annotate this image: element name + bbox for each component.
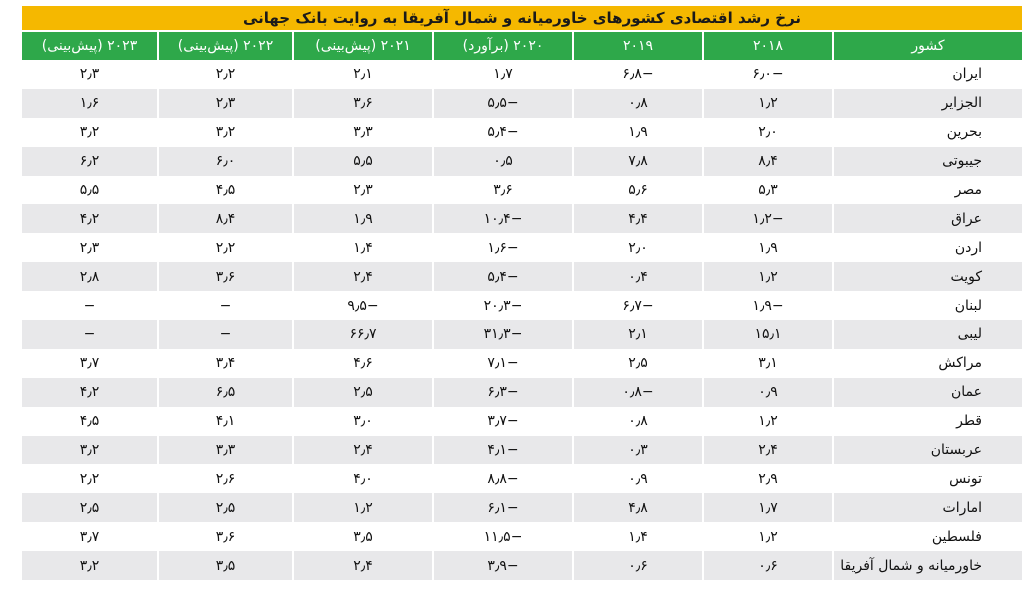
cell-2018: ۱۵٫۱	[702, 320, 832, 349]
header-2023: ۲۰۲۳ (پیش‌بینی)	[22, 32, 157, 60]
cell-2019: −۶٫۷	[572, 291, 702, 320]
cell-2020: −۵٫۴	[432, 118, 572, 147]
cell-2019: ۰٫۶	[572, 551, 702, 580]
table-row	[22, 60, 1022, 89]
header-2022: ۲۰۲۲ (پیش‌بینی)	[157, 32, 292, 60]
cell-2022: ۳٫۵	[157, 551, 292, 580]
cell-2020: ۱٫۷	[432, 60, 572, 89]
cell-2021: ۶۶٫۷	[292, 320, 432, 349]
cell-2018: ۱٫۲	[702, 262, 832, 291]
table-row	[22, 349, 1022, 378]
cell-2022: ۲٫۲	[157, 233, 292, 262]
cell-2019: ۵٫۶	[572, 176, 702, 205]
cell-country: تونس	[832, 464, 1022, 493]
table-container	[22, 6, 1022, 580]
cell-2019: ۷٫۸	[572, 147, 702, 176]
cell-2023: ۲٫۸	[22, 262, 157, 291]
cell-country: مراکش	[832, 349, 1022, 378]
table-header	[22, 32, 1022, 60]
table-row	[22, 407, 1022, 436]
cell-2018: ۲٫۴	[702, 436, 832, 465]
header-2019: ۲۰۱۹	[572, 32, 702, 60]
table-title: نرخ رشد اقتصادی کشورهای خاورمیانه و شمال آفریقا به روایت بانک جهانی	[22, 6, 1022, 30]
cell-2018: ۳٫۱	[702, 349, 832, 378]
table-row	[22, 176, 1022, 205]
cell-2021: ۳٫۶	[292, 89, 432, 118]
cell-2022: ۲٫۳	[157, 89, 292, 118]
cell-2018: ۱٫۹	[702, 233, 832, 262]
cell-2021: ۳٫۳	[292, 118, 432, 147]
cell-2020: −۱۰٫۴	[432, 204, 572, 233]
cell-2023: ۳٫۲	[22, 436, 157, 465]
cell-country: جیبوتی	[832, 147, 1022, 176]
cell-2022: ۲٫۲	[157, 60, 292, 89]
cell-2018: ۰٫۶	[702, 551, 832, 580]
header-2020: ۲۰۲۰ (برآورد)	[432, 32, 572, 60]
cell-country: ایران	[832, 60, 1022, 89]
cell-2021: ۱٫۲	[292, 493, 432, 522]
cell-country: الجزایر	[832, 89, 1022, 118]
cell-2023: ۶٫۲	[22, 147, 157, 176]
cell-2021: ۳٫۵	[292, 522, 432, 551]
cell-2019: ۲٫۵	[572, 349, 702, 378]
cell-2022: ۴٫۱	[157, 407, 292, 436]
cell-2023: ۴٫۵	[79, 413, 100, 430]
header-2018: ۲۰۱۸	[702, 32, 832, 60]
table-row	[22, 436, 1022, 465]
header-2021: ۲۰۲۱ (پیش‌بینی)	[292, 32, 432, 60]
cell-2020: −۸٫۸	[432, 464, 572, 493]
header-country: کشور	[832, 32, 1022, 60]
cell-2022: −	[157, 291, 292, 320]
cell-2019: −۶٫۸	[572, 60, 702, 89]
cell-2018: ۵٫۳	[702, 176, 832, 205]
cell-2023: ۳٫۲	[79, 124, 100, 141]
cell-2021: ۲٫۴	[292, 551, 432, 580]
cell-country: قطر	[832, 407, 1022, 436]
cell-country: لبنان	[832, 291, 1022, 320]
cell-2019: ۰٫۹	[572, 464, 702, 493]
cell-2018: −۱٫۹	[702, 291, 832, 320]
cell-2022: ۳٫۶	[157, 522, 292, 551]
cell-2019: ۰٫۸	[572, 407, 702, 436]
cell-2023: ۳٫۷	[79, 355, 100, 372]
cell-2022: ۴٫۵	[157, 176, 292, 205]
cell-2020: −۴٫۱	[432, 436, 572, 465]
cell-country: اردن	[832, 233, 1022, 262]
cell-2020: −۶٫۳	[432, 378, 572, 407]
cell-2023: ۲٫۳	[79, 239, 100, 256]
cell-2020: ۰٫۵	[432, 147, 572, 176]
cell-2018: ۲٫۹	[702, 464, 832, 493]
cell-2023: −	[83, 297, 96, 314]
cell-2021: ۲٫۱	[292, 60, 432, 89]
cell-country: کویت	[832, 262, 1022, 291]
cell-2018: ۱٫۲	[702, 407, 832, 436]
cell-2022: ۳٫۶	[157, 262, 292, 291]
table-row	[22, 320, 1022, 349]
cell-2020: −۱۱٫۵	[432, 522, 572, 551]
cell-2020: −۳۱٫۳	[432, 320, 572, 349]
cell-2018: ۱٫۷	[702, 493, 832, 522]
table-row	[22, 378, 1022, 407]
cell-2020: −۱٫۶	[432, 233, 572, 262]
cell-2018: ۰٫۹	[702, 378, 832, 407]
cell-2020: −۲۰٫۳	[432, 291, 572, 320]
cell-2018: ۲٫۰	[702, 118, 832, 147]
cell-2022: ۸٫۴	[157, 204, 292, 233]
cell-2019: −۰٫۸	[572, 378, 702, 407]
table-row	[22, 262, 1022, 291]
table-row	[22, 493, 1022, 522]
growth-table	[22, 32, 1022, 580]
table-row	[22, 551, 1022, 580]
cell-country: لیبی	[832, 320, 1022, 349]
cell-2019: ۲٫۰	[572, 233, 702, 262]
cell-2019: ۴٫۴	[572, 204, 702, 233]
cell-2018: −۶٫۰	[702, 60, 832, 89]
cell-country: امارات	[832, 493, 1022, 522]
cell-2021: ۲٫۴	[292, 262, 432, 291]
cell-2021: ۳٫۰	[292, 407, 432, 436]
cell-2021: ۲٫۳	[292, 176, 432, 205]
cell-2018: ۱٫۲	[702, 89, 832, 118]
cell-2023: ۴٫۲	[22, 378, 157, 407]
cell-2022: ۲٫۶	[157, 464, 292, 493]
cell-country: فلسطین	[832, 522, 1022, 551]
header-row	[22, 32, 1022, 60]
table-row	[22, 291, 1022, 320]
cell-2023: ۲٫۲	[79, 470, 100, 487]
table-row	[22, 464, 1022, 493]
cell-2018: ۱٫۲	[702, 522, 832, 551]
cell-2019: ۱٫۴	[572, 522, 702, 551]
table-row	[22, 522, 1022, 551]
cell-2022: −	[157, 320, 292, 349]
cell-2022: ۶٫۰	[157, 147, 292, 176]
cell-country: عربستان	[832, 436, 1022, 465]
cell-2019: ۰٫۴	[572, 262, 702, 291]
cell-2023: −	[22, 320, 157, 349]
cell-2018: −۱٫۲	[702, 204, 832, 233]
cell-2021: ۴٫۶	[292, 349, 432, 378]
cell-2022: ۳٫۳	[157, 436, 292, 465]
cell-2020: −۷٫۱	[432, 349, 572, 378]
cell-2019: ۴٫۸	[572, 493, 702, 522]
cell-2021: −۹٫۵	[292, 291, 432, 320]
cell-2019: ۱٫۹	[572, 118, 702, 147]
cell-2020: ۳٫۶	[432, 176, 572, 205]
cell-2023: ۲٫۵	[22, 493, 157, 522]
cell-2021: ۱٫۴	[292, 233, 432, 262]
cell-2021: ۴٫۰	[292, 464, 432, 493]
cell-2019: ۰٫۸	[572, 89, 702, 118]
cell-2021: ۲٫۵	[292, 378, 432, 407]
cell-2022: ۳٫۴	[157, 349, 292, 378]
cell-2022: ۳٫۲	[157, 118, 292, 147]
cell-2021: ۱٫۹	[292, 204, 432, 233]
cell-2019: ۰٫۳	[572, 436, 702, 465]
table-row	[22, 147, 1022, 176]
cell-2020: −۶٫۱	[432, 493, 572, 522]
cell-2020: −۵٫۴	[432, 262, 572, 291]
cell-2021: ۵٫۵	[292, 147, 432, 176]
cell-2022: ۲٫۵	[157, 493, 292, 522]
cell-2022: ۶٫۵	[157, 378, 292, 407]
table-row	[22, 89, 1022, 118]
cell-2021: ۲٫۴	[292, 436, 432, 465]
cell-2018: ۸٫۴	[702, 147, 832, 176]
cell-country: عراق	[832, 204, 1022, 233]
cell-2020: −۳٫۷	[432, 407, 572, 436]
cell-2020: −۳٫۹	[432, 551, 572, 580]
cell-country: مصر	[832, 176, 1022, 205]
cell-2023: ۳٫۲	[22, 551, 157, 580]
table-row	[22, 204, 1022, 233]
cell-country: عمان	[832, 378, 1022, 407]
cell-2023: ۴٫۲	[22, 204, 157, 233]
cell-country: خاورمیانه و شمال آفریقا	[832, 551, 1022, 580]
cell-2023: ۵٫۵	[79, 182, 100, 198]
cell-country: بحرین	[832, 118, 1022, 147]
cell-2023: ۳٫۷	[79, 528, 100, 545]
table-row	[22, 118, 1022, 147]
cell-2020: −۵٫۵	[432, 89, 572, 118]
cell-2019: ۲٫۱	[572, 320, 702, 349]
cell-2023: ۱٫۶	[22, 89, 157, 118]
table-body	[22, 60, 1022, 580]
table-row	[22, 233, 1022, 262]
cell-2023: ۲٫۳	[79, 66, 100, 83]
